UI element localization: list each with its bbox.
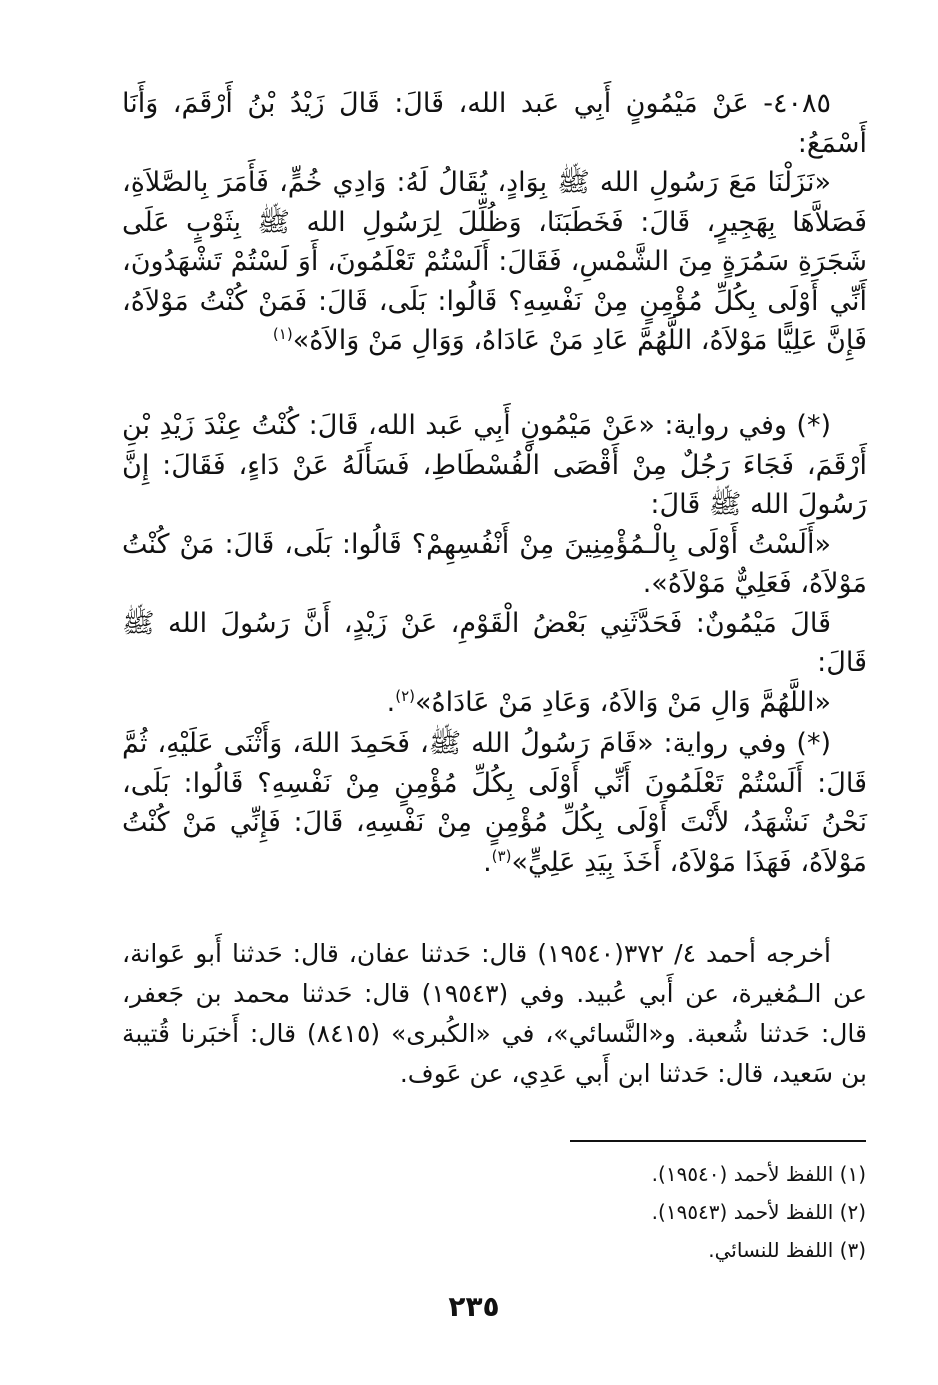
- hadith-text: [122, 84, 867, 361]
- footnote-ref: (٢): [395, 686, 415, 705]
- footnote-3: (٣) اللفظ للنسائي.: [708, 1238, 866, 1262]
- narration-2-block: [122, 724, 867, 882]
- narration-2: (*) وفي رواية: «قَامَ رَسُولُ الله ﷺ، فَحَمِدَ اللهَ، وَأَثْنَى عَلَيْهِ، ثُمَّ قَالَ: أَلَسْتُمْ تَعْلَمُونَ أَنِّي أَوْلَى بِكُلِّ مُؤْمِنٍ مِنْ نَفْسِهِ؟ قَالُوا: بَلَى، نَحْنُ نَشْهَدُ، لأَنْتَ أَوْلَى بِكُلِّ مُؤْمِنٍ مِنْ نَفْسِهِ، قَالَ: فَإِنِّي مَنْ كُنْتُ مَوْلاَهُ، فَهَذَا مَوْلاَهُ، أَخَذَ بِيَدِ عَلِيٍّ»$^{(٣)}$.: [122, 728, 867, 878]
- narration-maymun: قَالَ مَيْمُونٌ: فَحَدَّثَنِي بَعْضُ الْقَوْمِ، عَنْ زَيْدٍ، أَنَّ رَسُولَ الله ﷺ قَالَ:: [122, 607, 867, 678]
- narration-1: (*) وفي رواية: «عَنْ مَيْمُونٍ أَبِي عَبد الله، قَالَ: كُنْتُ عِنْدَ زَيْدِ بْنِ أَرْقَمَ، فَجَاءَ رَجُلٌ مِنْ أَقْصَى الْفُسْطَاطِ، فَسَأَلَهُ عَنْ دَاءٍ، فَقَالَ: إِنَّ رَسُولَ الله ﷺ قَالَ:: [122, 410, 867, 520]
- hadith-matn: «نَزَلْنَا مَعَ رَسُولِ الله ﷺ بِوَادٍ، يُقَالُ لَهُ: وَادِي خُمٍّ، فَأَمَرَ بِالصَّلاَةِ، فَصَلاَّهَا بِهَجِيرٍ، قَالَ: فَخَطَبَنَا، وَظُلِّلَ لِرَسُولِ الله ﷺ بِثَوْبٍ عَلَى شَجَرَةِ سَمُرَةٍ مِنَ الشَّمْسِ، فَقَالَ: أَلَسْتُمْ تَعْلَمُونَ، أَوَ لَسْتُمْ تَشْهَدُونَ، أَنِّي أَوْلَى بِكُلِّ مُؤْمِنٍ مِنْ نَفْسِهِ؟ قَالُوا: بَلَى، قَالَ: فَمَنْ كُنْتُ مَوْلاَهُ، فَإِنَّ عَلِيًّا مَوْلاَهُ، اللَّهُمَّ عَادِ مَنْ عَادَاهُ، وَوَالِ مَنْ وَالاَهُ»$^{(١)}$: [122, 167, 867, 356]
- hadith-isnad: ٤٠٨٥- عَنْ مَيْمُونٍ أَبِي عَبد الله، قَالَ: قَالَ زَيْدُ بْنُ أَرْقَمَ، وَأَنَا أَسْمَعُ:: [122, 88, 867, 159]
- takhrij: [122, 934, 867, 1094]
- footnote-1: (١) اللفظ لأحمد (١٩٥٤٠).: [651, 1162, 866, 1186]
- page-number: ٢٣٥: [448, 1290, 500, 1323]
- takhrij-text: أخرجه أحمد ٤/ ٣٧٢(١٩٥٤٠) قال: حَدثنا عفان، قال: حَدثنا أَبو عَوانة، عن الـمُغيرة، عن أَبي عُبيد. وفي (١٩٥٤٣) قال: حَدثنا محمد بن جَعفر، قال: حَدثنا شُعبة. و«النَّسائي»، في «الكُبرى» (٨٤١٥) قال: أَخبَرنا قُتيبة بن سَعيد، قال: حَدثنا ابن أَبي عَدِي، عن عَوف.: [122, 939, 867, 1088]
- narration-1-matn: «أَلَسْتُ أَوْلَى بِالْـمُؤْمِنِينَ مِنْ أَنْفُسِهِمْ؟ قَالُوا: بَلَى، قَالَ: مَنْ كُنْتُ مَوْلاَهُ، فَعَلِيٌّ مَوْلاَهُ».: [122, 528, 867, 599]
- narration-block: [122, 406, 867, 722]
- footnote-ref: (١): [272, 325, 293, 343]
- footnote-divider: [570, 1140, 866, 1142]
- footnote-ref: (٣): [491, 846, 512, 865]
- narration-maymun-matn: «اللَّهُمَّ وَالِ مَنْ وَالاَهُ، وَعَادِ مَنْ عَادَاهُ»$^{(٢)}$.: [386, 686, 831, 718]
- footnote-2: (٢) اللفظ لأحمد (١٩٥٤٣).: [651, 1200, 866, 1224]
